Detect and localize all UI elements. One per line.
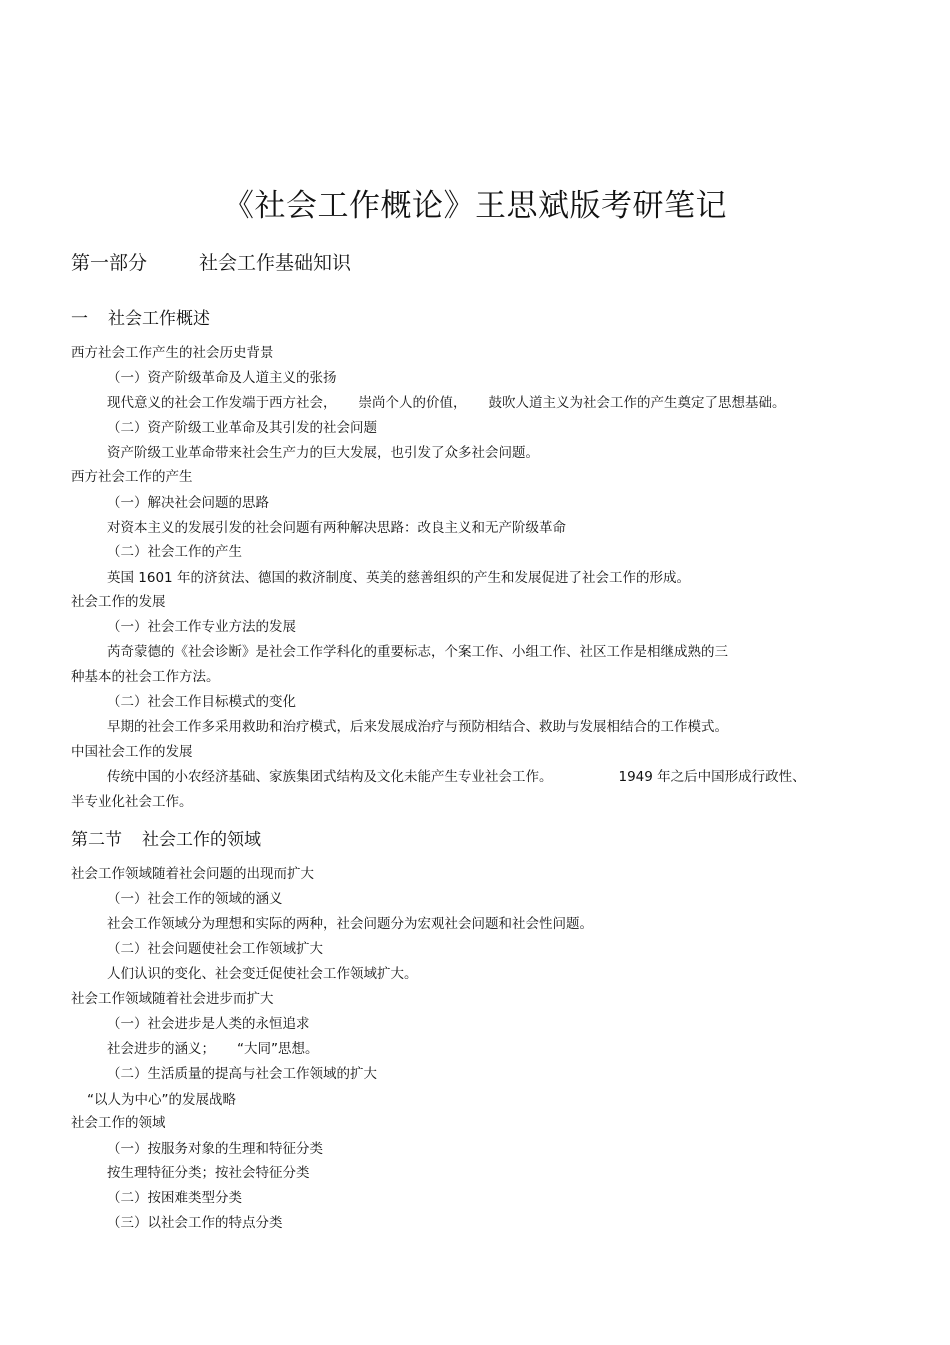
paragraph — [107, 391, 786, 411]
paragraph-text: 鼓吹人道主义为社会工作的产生奠定了思想基础。 — [488, 395, 786, 411]
chapter-number: 一 — [71, 309, 88, 329]
paragraph-text: 崇尚个人的价值， — [358, 395, 467, 411]
subsection-heading: （二）生活质量的提高与社会工作领域的扩大 — [107, 1066, 377, 1082]
paragraph-text: 传统中国的小农经济基础、家族集团式结构及文化未能产生专业社会工作。 — [107, 769, 553, 785]
paragraph: 社会工作领域分为理想和实际的两种，社会问题分为宏观社会问题和社会性问题。 — [107, 916, 593, 932]
paragraph-text: 现代意义的社会工作发端于西方社会， — [107, 395, 337, 411]
subsection-heading: （一）社会进步是人类的永恒追求 — [107, 1016, 310, 1032]
chapter-name: 社会工作的领域 — [142, 830, 261, 850]
subsection-heading: （一）按服务对象的生理和特征分类 — [107, 1141, 323, 1157]
paragraph — [107, 765, 806, 785]
paragraph-text: “大同”思想。 — [237, 1041, 319, 1057]
subsection-heading: （一）解决社会问题的思路 — [107, 495, 269, 511]
section-heading: 中国社会工作的发展 — [71, 744, 193, 760]
chapter-heading — [71, 304, 210, 329]
subsection-heading: （一）社会工作专业方法的发展 — [107, 619, 296, 635]
paragraph: 按生理特征分类；按社会特征分类 — [107, 1165, 310, 1181]
chapter-heading — [71, 825, 261, 850]
paragraph: 对资本主义的发展引发的社会问题有两种解决思路：改良主义和无产阶级革命 — [107, 520, 566, 536]
section-heading: 社会工作的发展 — [71, 594, 166, 610]
paragraph: 芮奇蒙德的《社会诊断》是社会工作学科化的重要标志，个案工作、小组工作、社区工作是相继成熟的三 — [107, 644, 728, 660]
paragraph: 资产阶级工业革命带来社会生产力的巨大发展，也引发了众多社会问题。 — [107, 445, 539, 461]
subsection-heading: （二）社会问题使社会工作领域扩大 — [107, 941, 323, 957]
paragraph-text: 1949 年之后中国形成行政性、 — [618, 769, 806, 785]
subsection-heading: （二）资产阶级工业革命及其引发的社会问题 — [107, 420, 377, 436]
part-name: 社会工作基础知识 — [199, 252, 352, 274]
subsection-heading: （二）社会工作目标模式的变化 — [107, 694, 296, 710]
chapter-name: 社会工作概述 — [108, 309, 210, 329]
subsection-heading: （一）资产阶级革命及人道主义的张扬 — [107, 370, 337, 386]
subsection-heading: （三）以社会工作的特点分类 — [107, 1215, 283, 1231]
part-heading — [71, 248, 351, 275]
paragraph: 早期的社会工作多采用救助和治疗模式，后来发展成治疗与预防相结合、救助与发展相结合的工作模式。 — [107, 719, 728, 735]
section-heading: 社会工作的领域 — [71, 1115, 166, 1131]
section-heading: 社会工作领域随着社会问题的出现而扩大 — [71, 866, 314, 882]
section-heading: 西方社会工作产生的社会历史背景 — [71, 345, 274, 361]
paragraph: “以人为中心”的发展战略 — [87, 1092, 236, 1108]
section-heading: 社会工作领域随着社会进步而扩大 — [71, 991, 274, 1007]
paragraph-continuation: 半专业化社会工作。 — [71, 794, 193, 810]
subsection-heading: （一）社会工作的领域的涵义 — [107, 891, 283, 907]
paragraph-continuation: 种基本的社会工作方法。 — [71, 669, 220, 685]
subsection-heading: （二）社会工作的产生 — [107, 544, 242, 560]
paragraph-text: 社会进步的涵义； — [107, 1041, 215, 1057]
document-title: 《社会工作概论》王思斌版考研笔记 — [223, 188, 727, 224]
paragraph: 人们认识的变化、社会变迁促使社会工作领域扩大。 — [107, 966, 418, 982]
section-heading: 西方社会工作的产生 — [71, 469, 193, 485]
part-label: 第一部分 — [71, 252, 148, 274]
paragraph — [107, 1037, 319, 1057]
subsection-heading: （二）按困难类型分类 — [107, 1190, 242, 1206]
chapter-number: 第二节 — [71, 830, 122, 850]
paragraph: 英国 1601 年的济贫法、德国的救济制度、英美的慈善组织的产生和发展促进了社会工作的形成。 — [107, 570, 690, 586]
